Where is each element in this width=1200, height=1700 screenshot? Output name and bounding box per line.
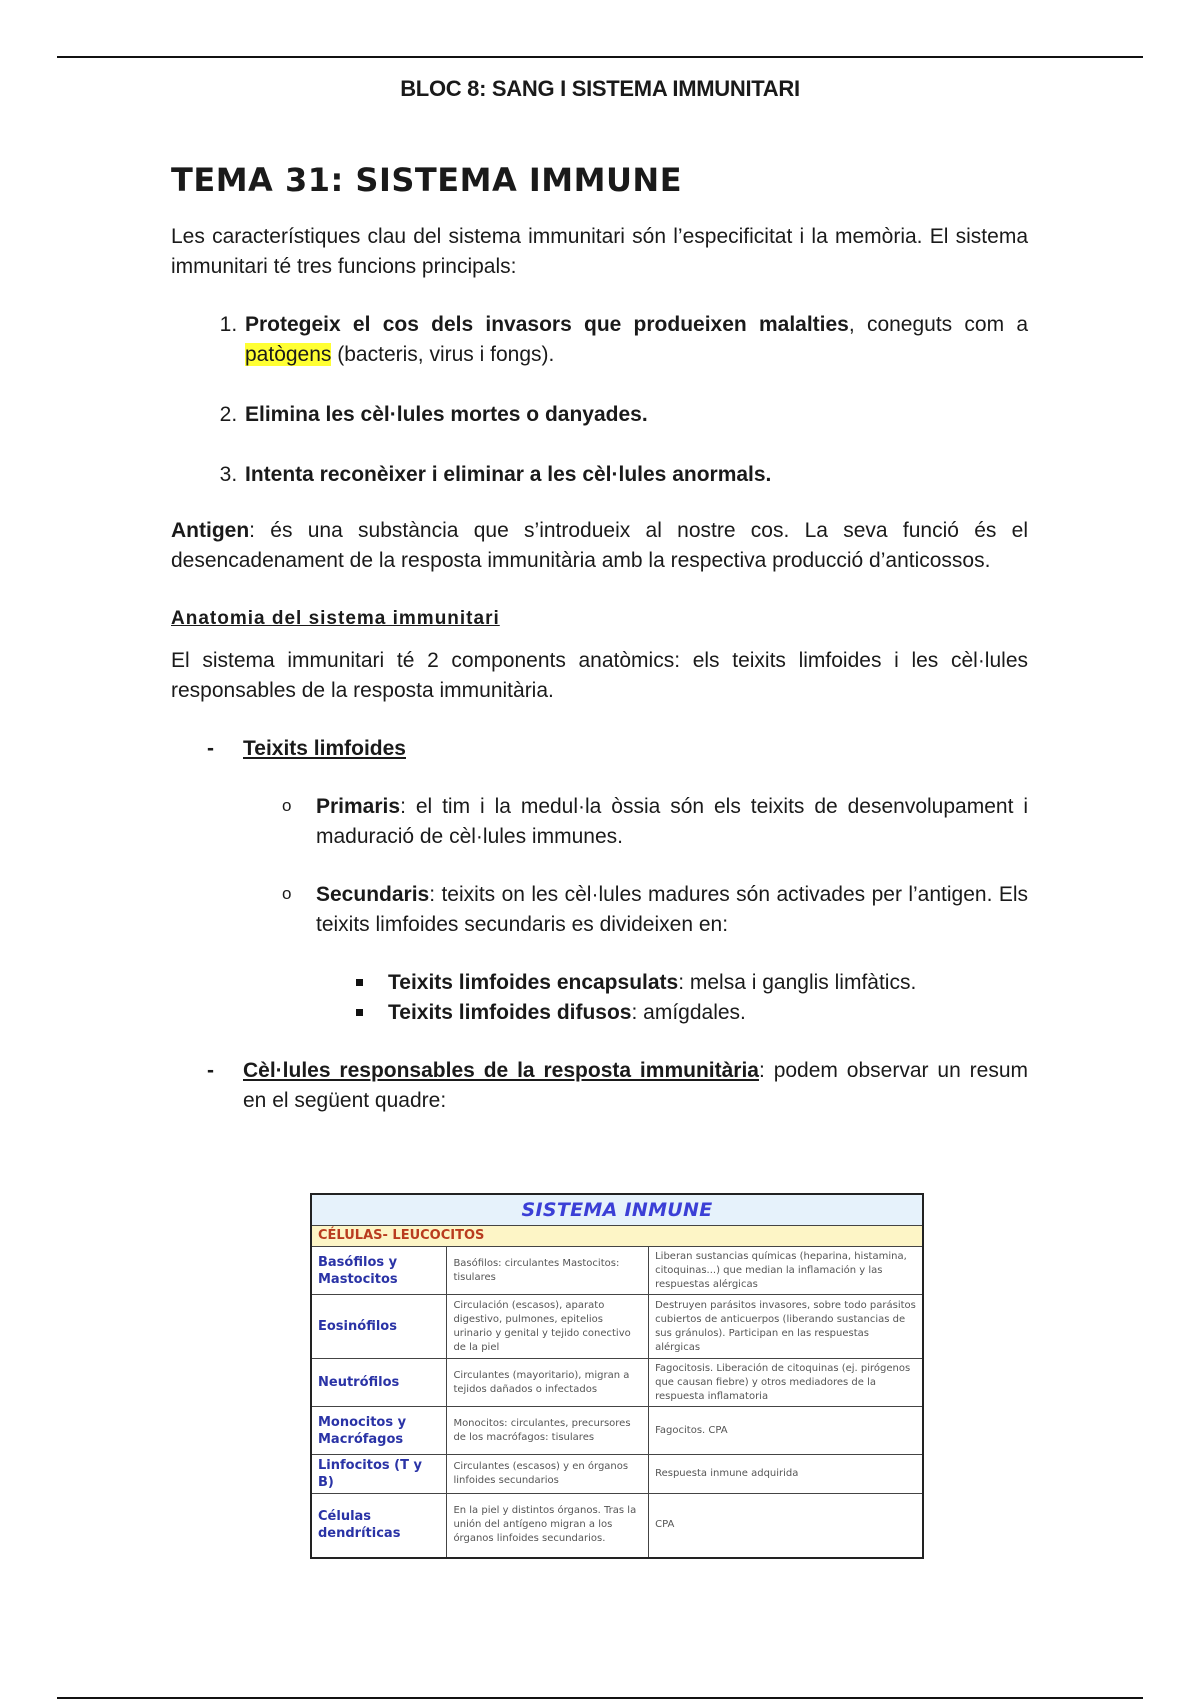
diffuse-text: : amígdales. bbox=[631, 1001, 746, 1024]
cells-term: Cèl·lules responsables de la resposta immunitària bbox=[243, 1059, 759, 1082]
cell-type: Monocitos y Macrófagos bbox=[311, 1407, 447, 1455]
anatomy-paragraph: El sistema immunitari té 2 components anatòmics: els teixits limfoides i les cèl·lules responsables de la resposta immunitària. bbox=[171, 649, 1028, 702]
cells-text: : podem observar un resum en el següent quadre: bbox=[243, 1059, 1028, 1112]
footer-rule bbox=[57, 1697, 1143, 1699]
cell-location: Circulantes (mayoritario), migran a tejidos dañados o infectados bbox=[447, 1359, 649, 1407]
cell-function: CPA bbox=[649, 1494, 923, 1558]
cell-function: Fagocitos. CPA bbox=[649, 1407, 923, 1455]
table-row bbox=[311, 1455, 923, 1494]
immune-system-table-figure bbox=[310, 1193, 924, 1559]
functions-list bbox=[171, 310, 1028, 490]
page-header: BLOC 8: SANG I SISTEMA IMMUNITARI bbox=[400, 76, 800, 101]
diffuse-term: Teixits limfoides difusos bbox=[388, 1001, 632, 1024]
intro-paragraph: Les característiques clau del sistema immunitari són l’especificitat i la memòria. El sistema immunitari té tres funcions principals: bbox=[171, 225, 1028, 278]
cell-function: Fagocitosis. Liberación de citoquinas (ej. pirógenos que causan fiebre) y otros mediadores de la respuesta inflamatoria bbox=[649, 1359, 923, 1407]
list-item bbox=[243, 310, 1028, 370]
cell-function: Destruyen parásitos invasores, sobre todo parásitos cubiertos de anticuerpos (liberando sustancias de sus gránulos). Participan en las respuestas alérgicas bbox=[649, 1295, 923, 1359]
table-row bbox=[311, 1359, 923, 1407]
secondary-text: : teixits on les cèl·lules madures són activades per l’antigen. Els teixits limfoides secundaris es divideixen en: bbox=[316, 883, 1028, 936]
primary-term: Primaris bbox=[316, 795, 401, 818]
table-row bbox=[311, 1407, 923, 1455]
antigen-term: Antigen bbox=[171, 519, 250, 542]
section-heading: Anatomia del sistema immunitari bbox=[171, 608, 500, 629]
function-3-bold: Intenta reconèixer i eliminar a les cèl·lules anormals. bbox=[245, 463, 772, 486]
secondary-item bbox=[171, 880, 1028, 940]
encapsulated-term: Teixits limfoides encapsulats bbox=[388, 971, 679, 994]
diffuse-item bbox=[171, 998, 1028, 1028]
document-body bbox=[171, 160, 1028, 1116]
secondary-term: Secundaris bbox=[316, 883, 430, 906]
tissues-item bbox=[171, 734, 1028, 764]
cells-item bbox=[171, 1056, 1028, 1116]
function-1-bold: Protegeix el cos dels invasors que produeixen malalties bbox=[245, 313, 849, 336]
cell-type: Eosinófilos bbox=[311, 1295, 447, 1359]
cell-type: Basófilos y Mastocitos bbox=[311, 1247, 447, 1295]
primary-text: : el tim i la medul·la òssia són els teixits de desenvolupament i maduració de cèl·lules immunes. bbox=[316, 795, 1028, 848]
cell-type: Células dendríticas bbox=[311, 1494, 447, 1558]
function-1-text-end: (bacteris, virus i fongs). bbox=[331, 343, 555, 366]
primary-item bbox=[171, 792, 1028, 852]
cell-location: Circulación (escasos), aparato digestivo, pulmones, epitelios urinario y genital y tejido conectivo de la piel bbox=[447, 1295, 649, 1359]
list-item bbox=[243, 400, 1028, 430]
antigen-text: : és una substància que s’introdueix al nostre cos. La seva funció és el desencadenament de la resposta immunitària amb la respectiva producció d’anticossos. bbox=[171, 519, 1028, 572]
cell-location: Monocitos: circulantes, precursores de los macrófagos: tisulares bbox=[447, 1407, 649, 1455]
cell-function: Liberan sustancias químicas (heparina, histamina, citoquinas...) que median la inflamación y las respuestas alérgicas bbox=[649, 1247, 923, 1295]
table-row bbox=[311, 1247, 923, 1295]
cell-type: Linfocitos (T y B) bbox=[311, 1455, 447, 1494]
cell-location: En la piel y distintos órganos. Tras la unión del antígeno migran a los órganos linfoides secundarios. bbox=[447, 1494, 649, 1558]
page-title: TEMA 31: SISTEMA IMMUNE bbox=[171, 161, 683, 199]
tissues-heading: Teixits limfoides bbox=[243, 737, 406, 760]
cell-type: Neutrófilos bbox=[311, 1359, 447, 1407]
highlighted-term: patògens bbox=[245, 343, 332, 366]
function-1-text: , coneguts com a bbox=[848, 313, 1029, 336]
table-row bbox=[311, 1494, 923, 1558]
function-2-bold: Elimina les cèl·lules mortes o danyades. bbox=[245, 403, 648, 426]
header-rule bbox=[57, 56, 1143, 58]
immune-system-table bbox=[310, 1193, 924, 1559]
table-title: SISTEMA INMUNE bbox=[311, 1194, 923, 1226]
table-row bbox=[311, 1295, 923, 1359]
cell-location: Basófilos: circulantes Mastocitos: tisulares bbox=[447, 1247, 649, 1295]
encapsulated-text: : melsa i ganglis limfàtics. bbox=[678, 971, 917, 994]
list-item bbox=[243, 460, 1028, 490]
cell-location: Circulantes (escasos) y en órganos linfoides secundarios bbox=[447, 1455, 649, 1494]
cell-function: Respuesta inmune adquirida bbox=[649, 1455, 923, 1494]
antigen-paragraph bbox=[171, 516, 1028, 576]
table-subtitle: CÉLULAS- LEUCOCITOS bbox=[311, 1226, 923, 1247]
encapsulated-item bbox=[171, 968, 1028, 998]
